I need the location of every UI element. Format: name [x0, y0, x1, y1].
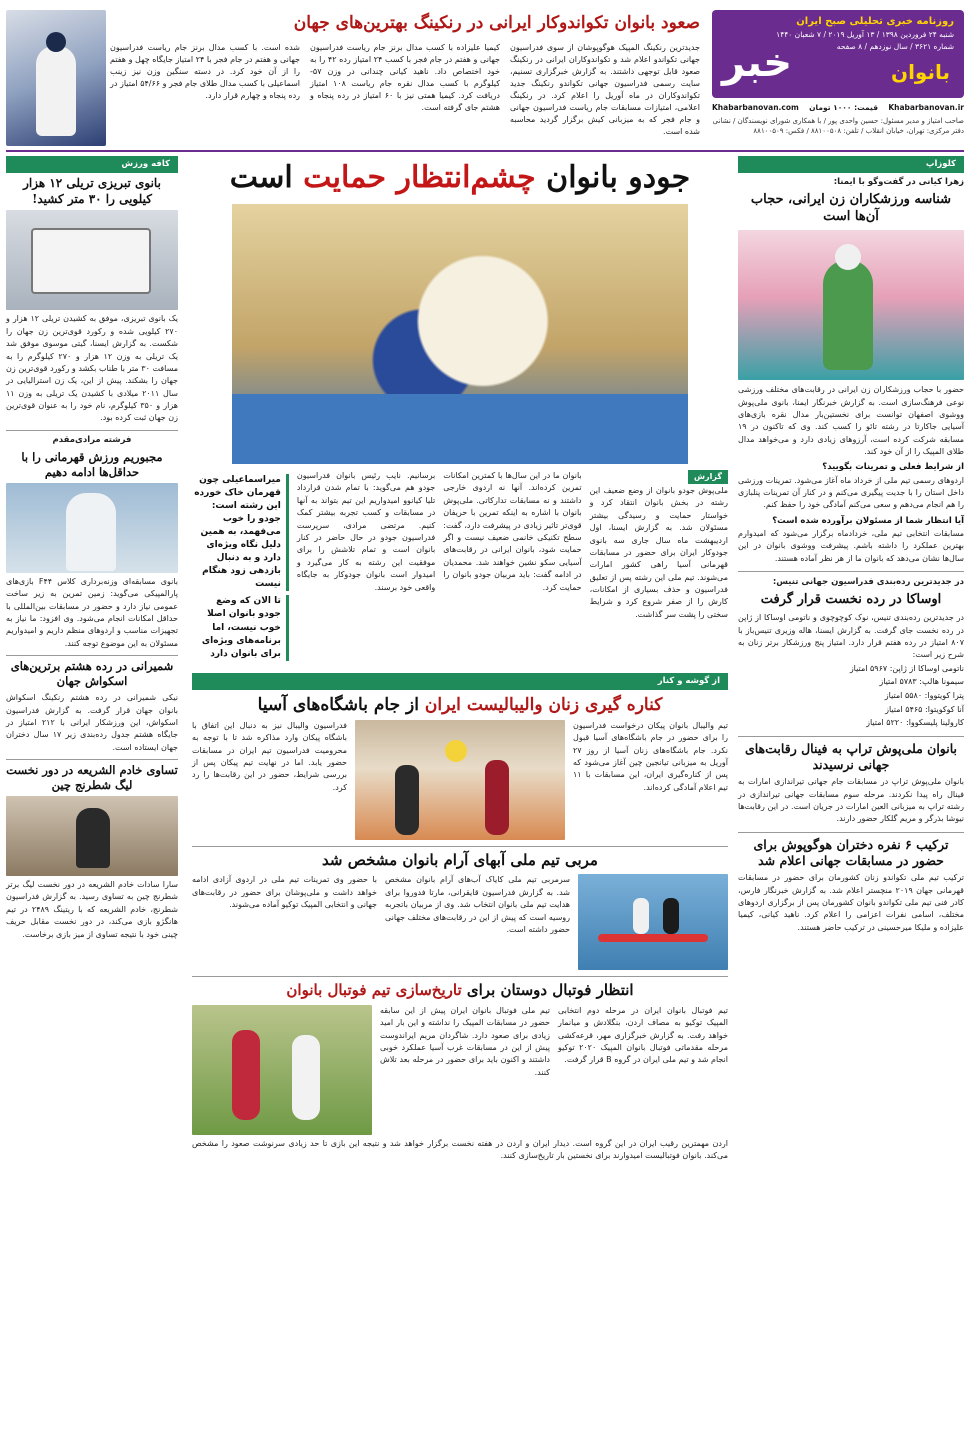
story2-body: در جدیدترین رده‌بندی تنیس، نوک کوچوچوی و ناتومی اوساکا از ژاپن در رده نخست جای گرفت. به گزارش ایسنا، هاله وزیری تنیس‌باز با ۸۰۷ امتیاز در رده هفتم قرار دارد. امتیاز پنج ورزشکار برتر زنان به شرح زیر است:: [738, 613, 964, 660]
logo-sub: بانوان: [891, 60, 950, 84]
volley-title-red: کناره گیری زنان والیبالیست ایران: [424, 694, 663, 715]
story1-kicker: زهرا کیانی در گفت‌وگو با ایمنا:: [833, 177, 964, 188]
top-story-title[interactable]: صعود بانوان تکواندوکار ایرانی در رنکینگ بهترین‌های جهان: [293, 13, 700, 33]
left-story3-body: نیکی شمیرانی در رده هشتم رنکینگ اسکواش بانوان جهان قرار گرفت. به گزارش فدراسیون اسکواش، این ورزشکار ایرانی با ۲۱۲ امتیاز در جایگاه هشتم جدول رده‌بندی زیر ۱۷ سال دختران جهان ایستاده است.: [6, 693, 178, 752]
judo-col2: بانوان ما در این سال‌ها با کمترین امکانات تمرین کرده‌اند. آنها نه اردوی خارجی داشتند و نه مسابقات تدارکاتی. ملی‌پوش بانوان با اشاره به اینکه تمرین با حریفان قوی‌تر تاثیر زیادی در پیشرفت دارد، گفت: سطح تکنیکی خانمی ضعیف نیست و اگر حمایت شود، بانوان ایرانی در رقابت‌های آسیایی سکو نشین خواهند شد. محمدیان در ادامه گفت: باید مربیان جودو بانوان را حمایت کرد.: [443, 471, 582, 592]
kayak-col2: با حضور وی تمرینات تیم ملی در اردوی آزادی ادامه خواهد داشت و ملی‌پوشان برای حضور در رقابت‌های جهانی و انتخابی المپیک توکیو آماده می‌شوند.: [192, 875, 377, 910]
section-cafe-sport: کافه ورزش: [6, 156, 178, 173]
issue-number: شماره ۳۶۲۱ / سال نوزدهم / ۸ صفحه: [836, 42, 954, 51]
football-title[interactable]: [192, 981, 728, 1001]
ranking-item: ناتومی اوساکا از ژاپن: ۵۹۶۷ امتیاز: [849, 663, 964, 673]
pull-quote-1-title: میراسماعیلی چون قهرمان خاک خورده این رشته است:: [194, 475, 281, 512]
story4-body: ترکیب تیم ملی تکواندو زنان کشورمان برای حضور در مسابقات قهرمانی جهان ۲۰۱۹ منچستر اعلام شد. به گزارش خبرنگار فارس، کادر فنی تیم ملی تکواندو بانوان کشورمان پس از برگزاری اردوهای مختلف، اسامی نفرات اعزامی را اعلام کرد. ناهید کیانی، کیمیا علیزاده و ملیکا میرحسینی در ترکیب حاضر هستند.: [738, 873, 965, 932]
section-corner: از گوشه و کنار: [192, 673, 728, 690]
left-story2-title[interactable]: مجبوریم ورزش قهرمانی را با حداقل‌ها ادامه دهیم: [21, 450, 163, 479]
credit-line: صاحب امتیاز و مدیر مسئول: حسین واحدی پور / با همکاری شورای نویسندگان / نشانی دفتر مرکزی: تهران، خیابان انقلاب / تلفن: ۸۸۱۰۰۵۰۸ / فکس: ۸۸۱۰۰۵۰۹: [712, 117, 964, 136]
left-story2-kicker: فرشته مرادی‌مقدم: [52, 434, 132, 445]
paper-tagline: روزنامه خبری تحلیلی صبح ایران: [796, 16, 954, 27]
main-headline[interactable]: [192, 156, 728, 200]
main-headline-part3: است: [229, 160, 293, 195]
issue-date: شنبه ۲۴ فروردین ۱۳۹۸ / ۱۳ آوریل ۲۰۱۹ / ۷ شعبان ۱۴۴۰: [776, 30, 954, 39]
truck-photo: [6, 210, 178, 310]
masthead-rule: [6, 150, 964, 152]
judo-col3: برسانیم. نایب رئیس بانوان فدراسیون جودو هم می‌گوید: با تمام شدن قرارداد تلیا کیانوو امیدواریم این تیم بتواند به آنها در مسابقات و کسب تجربه بیشتر کمک کنیم. مرتضی مرادی، سرپرست فدراسیون جودو در حال حاضر در کنار بانوان است و تمام تلاشش را برای موفقیت این رشته به کار می‌گیرد و امیدوار است بانوان جودوکار به جایگاه واقعی خود برسند.: [296, 471, 436, 592]
football-col2: تیم ملی فوتبال بانوان ایران پیش از این سابقه حضور در مسابقات المپیک را نداشته و این بار امید زیادی برای صعود دارد. شاگردان مریم ایراندوست پیش از این در مسابقات غرب آسیا عملکرد خوبی داشتند و اکنون باید برای حضور در مرحله بعد تلاش کنند.: [380, 1005, 550, 1077]
ranking-item: پترا کویتووا: ۵۵۸۰ امتیاز: [884, 690, 964, 700]
story1-body: حضور با حجاب ورزشکاران زن ایرانی در رقابت‌های مختلف ورزشی نوعی فرهنگ‌سازی است. به گزارش خبرنگار ایمنا، بانوی ملی‌پوش ووشوی اصفهان توانست برای نخستین‌بار مدال نقره بازی‌های آسیایی جاکارتا در رشته تائو را کسب کند. وی که تاکنون در ۱۹ مسابقه شرکت کرده است، آرزوهای زیادی دارد و می‌خواهد مدال طلای المپیک را از آن خود کند.: [738, 385, 964, 457]
masthead: [712, 10, 964, 146]
story3-title[interactable]: بانوان ملی‌پوش تراپ به فینال رقابت‌های جهانی نرسیدند: [744, 740, 958, 772]
section-closeup: کلوزاپ: [738, 156, 964, 173]
wushu-photo: [738, 230, 964, 380]
story2-kicker: در جدیدترین رده‌بندی فدراسیون جهانی تنیس:: [772, 577, 964, 588]
para-athlete-photo: [6, 483, 178, 573]
kayak-col1: سرمربی تیم ملی کایاک آب‌های آرام بانوان مشخص شد. به گزارش فدراسیون قایقرانی، مارتا فدوروا برای هدایت تیم ملی بانوان انتخاب شد. وی از مربیان باتجربه روسیه است که پیش از این در رقابت‌های مختلف جهانی حضور داشته است.: [385, 875, 570, 934]
volley-title-black: از جام باشگاه‌های آسیا: [257, 694, 419, 715]
pull-quote-1-body: جودو را خوب می‌فهمد، به همین دلیل نگاه ویژه‌ای دارد و به دنبال بازدهی زود هنگام نیست: [200, 514, 281, 590]
pull-quote-2: تا الان که وضع جودو بانوان اصلا خوب نیست، اما برنامه‌های ویژه‌ای برای بانوان دارد: [192, 595, 289, 660]
site-url-left[interactable]: Khabarbanovan.com: [712, 103, 799, 112]
football-col3: اردن مهمترین رقیب ایران در این گروه است. دیدار ایران و اردن در هفته نخست برگزار خواهد شد و نتیجه این بازی تا حد زیادی سرنوشت صعود را مشخص می‌کند. بانوان فوتبالیست امیدوارند برای نخستین بار تاریخ‌سازی کنند.: [192, 1138, 728, 1161]
left-story1-title[interactable]: بانوی تبریزی تریلی ۱۲ هزار کیلویی را ۳۰ متر کشید!: [23, 176, 161, 206]
story3-body: بانوان ملی‌پوش تراپ در مسابقات جام جهانی تیراندازی امارات به فینال راه پیدا نکردند. مرحله سوم مسابقات جهانی تیراندازی در رشته تراپ به میزبانی العین امارات در جریان است. در این رقابت‌ها نیوشا بذرگر و مریم گلکار حضور دارند.: [738, 777, 964, 824]
left-story4-title[interactable]: تساوی خادم الشریعه در دور نخست لیگ شطرنج چین: [6, 763, 178, 793]
taekwondo-photo: [6, 10, 106, 146]
ranking-item: کارولینا پلیسکووا: ۵۲۲۰ امتیاز: [866, 718, 964, 728]
left-story1-body: یک بانوی تبریزی، موفق به کشیدن تریلی ۱۲ هزار و ۲۷۰ کیلویی شده و رکورد قوی‌ترین زن جهان را شکست. به گزارش ایسنا، گیتی موسوی موفق شد یک تریلی به وزن ۱۲ هزار و ۲۷۰ کیلوگرم را به مسافت ۳۰ متر با طناب بکشد و رکورد قوی‌ترین زن جهان را بشکند. پیش از این، یک زن استرالیایی در سال ۲۰۱۱ میلادی با کشیدن یک تریلی به وزن ۱۱ هزار و ۳۵۰ کیلوگرم، نام خود را به عنوان قوی‌ترین زن جهان ثبت کرده بود.: [6, 314, 178, 423]
judo-col1: ملی‌پوش جودو بانوان از وضع ضعیف این رشته در بخش بانوان انتقاد کرد و خواستار حمایت و رسیدگی بیشتر مسئولان شد. به گزارش ایسنا، اول اردیبهشت ماه سال جاری سه بانوی جودوکار ایران برای حضور در مسابقات قهرمانی آسیا راهی کشور امارات می‌شوند. تیم ملی این رشته پس از تعلیق فدراسیون و حذف بسیاری از امکانات، کارش را از صفر شروع کرد و شرایط سختی را پشت سر گذاشت.: [589, 485, 728, 619]
story1-title[interactable]: شناسه ورزشکاران زن ایرانی، حجاب آن‌ها است: [750, 192, 952, 225]
pull-quote-1: [192, 474, 289, 591]
main-headline-part2: چشم‌انتظار حمایت: [303, 160, 536, 195]
volley-col1: تیم والیبال بانوان پیکان درخواست فدراسیون را برای حضور در جام باشگاه‌های آسیا قبول نکرد. جام باشگاه‌های زنان آسیا از روز ۲۷ آوریل به میزبانی تیانجین چین آغاز می‌شود که پس از کناره‌گیری ایران، این مسابقات با ۱۱ تیم اعلام آمادگی کرده‌اند.: [573, 720, 728, 792]
right-column: [738, 156, 964, 934]
story1-a1: اردوهای رسمی تیم ملی از خرداد ماه آغاز می‌شود. تمرینات ورزشی داخل استان را با جدیت پیگیری می‌کنم و در کنار آن تمرینات پنلبازی را هم انجام می‌دهم و سعی می‌کنم آمادگی خود را حفظ کنم.: [738, 475, 964, 510]
story1-q2: آیا انتظار شما از مسئولان برآورده شده است؟: [772, 515, 964, 526]
logo-word: خبر: [722, 40, 793, 86]
left-column: [6, 156, 178, 941]
ranking-item: سیمونا هالپ: ۵۷۸۳ امتیاز: [879, 677, 964, 687]
main-column: [192, 156, 728, 1163]
top-story-col1: جدیدترین رنکینگ المپیک هوگوپوشان از سوی فدراسیون جهانی تکواندو اعلام شد و تکواندوکاران ایرانی در رنکینگ صعود قابل توجهی داشتند. به گزارش خبرگزاری تسنیم، سایت رسمی فدراسیون جهانی تکواندو رنکینگ جدید تکواندوکاران در ماه آوریل را اعلام کرد. در رنکینگ اعلامی، امتیازات مسابقات جام ریاست فدراسیون جهانی و جام فجر که به میزبانی کیش برگزار گردید محاسبه شده است.: [510, 43, 700, 137]
left-story2-body: بانوی مسابقه‌ای وزنه‌برداری کلاس F۴۴ بازی‌های پارالمپیکی می‌گوید: زمین تمرین به زیر ساخت عمومی نیاز دارد و حضور در مسابقات بین‌المللی با حداقل امکانات انجام می‌شود. وی افزود: ما نیاز به تجهیزات مناسب و اردوهای منظم داریم و امیدواریم مسئولان به این موضوع توجه کنند.: [6, 576, 178, 648]
site-url-right[interactable]: Khabarbanovan.ir: [888, 103, 964, 112]
volley-title[interactable]: [192, 694, 728, 716]
site-row: [712, 102, 964, 114]
football-title-black: انتظار فوتبال دوستان برای: [466, 981, 634, 1000]
volleyball-photo: [355, 720, 565, 840]
main-headline-part1: جودو بانوان: [546, 160, 691, 195]
top-story: [110, 10, 700, 146]
top-story-col2: کیمیا علیزاده با کسب مدال برنز جام ریاست فدراسیون جهانی و هفتم در جام فجر با کسب ۲۴ امتیاز رده ۴۲ را به خود اختصاص داد. ناهید کیانی چندانی در وزن ۵۷- کیلوگرم با کسب مدال نقره جام ریاست ۱۰۸ امتیاز دریافت کرد. کیمیا همتی نیز با ۶۰ امتیاز در رده پنجاه و هشتم جای گرفته است.: [310, 43, 500, 113]
top-story-col3: شده است. با کسب مدال برنز جام ریاست فدراسیون جهانی و هفتم در جام فجر با ۲۴ امتیاز جایگاه چهل و هفتم را از آن خود کرد. در دسته سنگین وزن نیز زینب اسماعیلی با کسب مدال طلای جام فجر و ۵۴/۶۶ امتیاز در رده پنجاه و چهارم قرار دارد.: [110, 43, 301, 101]
kayak-title[interactable]: مربی تیم ملی آبهای آرام بانوان مشخص شد: [322, 850, 598, 869]
story1-a2: مسابقات انتخابی تیم ملی، خردادماه برگزار می‌شود که امیدوارم بهترین عملکرد را داشته باشم. پیشرفت ووشوی بانوان در این سال‌ها نشان می‌دهد که بانوان ما از هر نظر آماده هستند.: [738, 528, 964, 563]
story4-title[interactable]: ترکیب ۶ نفره دختران هوگوپوش برای حضور در مسابقات جهانی اعلام شد: [753, 836, 949, 869]
football-title-red: تاریخ‌سازی تیم فوتبال بانوان: [286, 981, 462, 1000]
kayak-photo: [578, 874, 728, 970]
ranking-item: آنا کوکویتوا: ۵۴۶۵ امتیاز: [885, 704, 964, 714]
volley-col2: فدراسیون والیبال نیز به دنبال این اتفاق با باشگاه پیکان وارد مذاکره شد تا با توجه به محرومیت فدراسیون تیم ایران در مسابقات حضور یابد. اما در نهایت تیم پیکان پس از بررسی شرایط، حضور در این رقابت‌ها را رد کرد.: [192, 720, 347, 792]
judo-photo: [232, 204, 688, 464]
football-col1: تیم فوتبال بانوان ایران در مرحله دوم انتخابی المپیک توکیو به مصاف اردن، بنگلادش و میانمار خواهد رفت. به گزارش خبرگزاری مهر، قرعه‌کشی مرحله مقدماتی فوتبال بانوان المپیک ۲۰۲۰ توکیو انجام شد و تیم ملی ایران در گروه B قرار گرفت.: [558, 1005, 729, 1065]
price: قیمت: ۱۰۰۰ تومان: [809, 103, 879, 112]
logo-box[interactable]: [712, 10, 964, 98]
chess-photo: [6, 796, 178, 876]
left-story3-title[interactable]: شمیرانی در رده هشتم برترین‌های اسکواش جهان: [10, 659, 174, 689]
left-story4-body: سارا سادات خادم الشریعه در دور نخست لیگ برتر شطرنج چین به تساوی رسید. به گزارش فدراسیون شطرنج، خادم الشریعه که با ریتینگ ۲۴۸۹ در تیم هانگژو بازی می‌کند، در دور نخست مقابل حریف چینی خود با نتیجه تساوی از میز بازی برخاست.: [6, 879, 178, 939]
football-photo: [192, 1005, 372, 1135]
story2-title[interactable]: اوساکا در رده نخست قرار گرفت: [760, 592, 942, 608]
story1-q1: از شرایط فعلی و تمرینات بگویید؟: [822, 462, 964, 473]
report-tag: گزارش: [688, 470, 728, 484]
